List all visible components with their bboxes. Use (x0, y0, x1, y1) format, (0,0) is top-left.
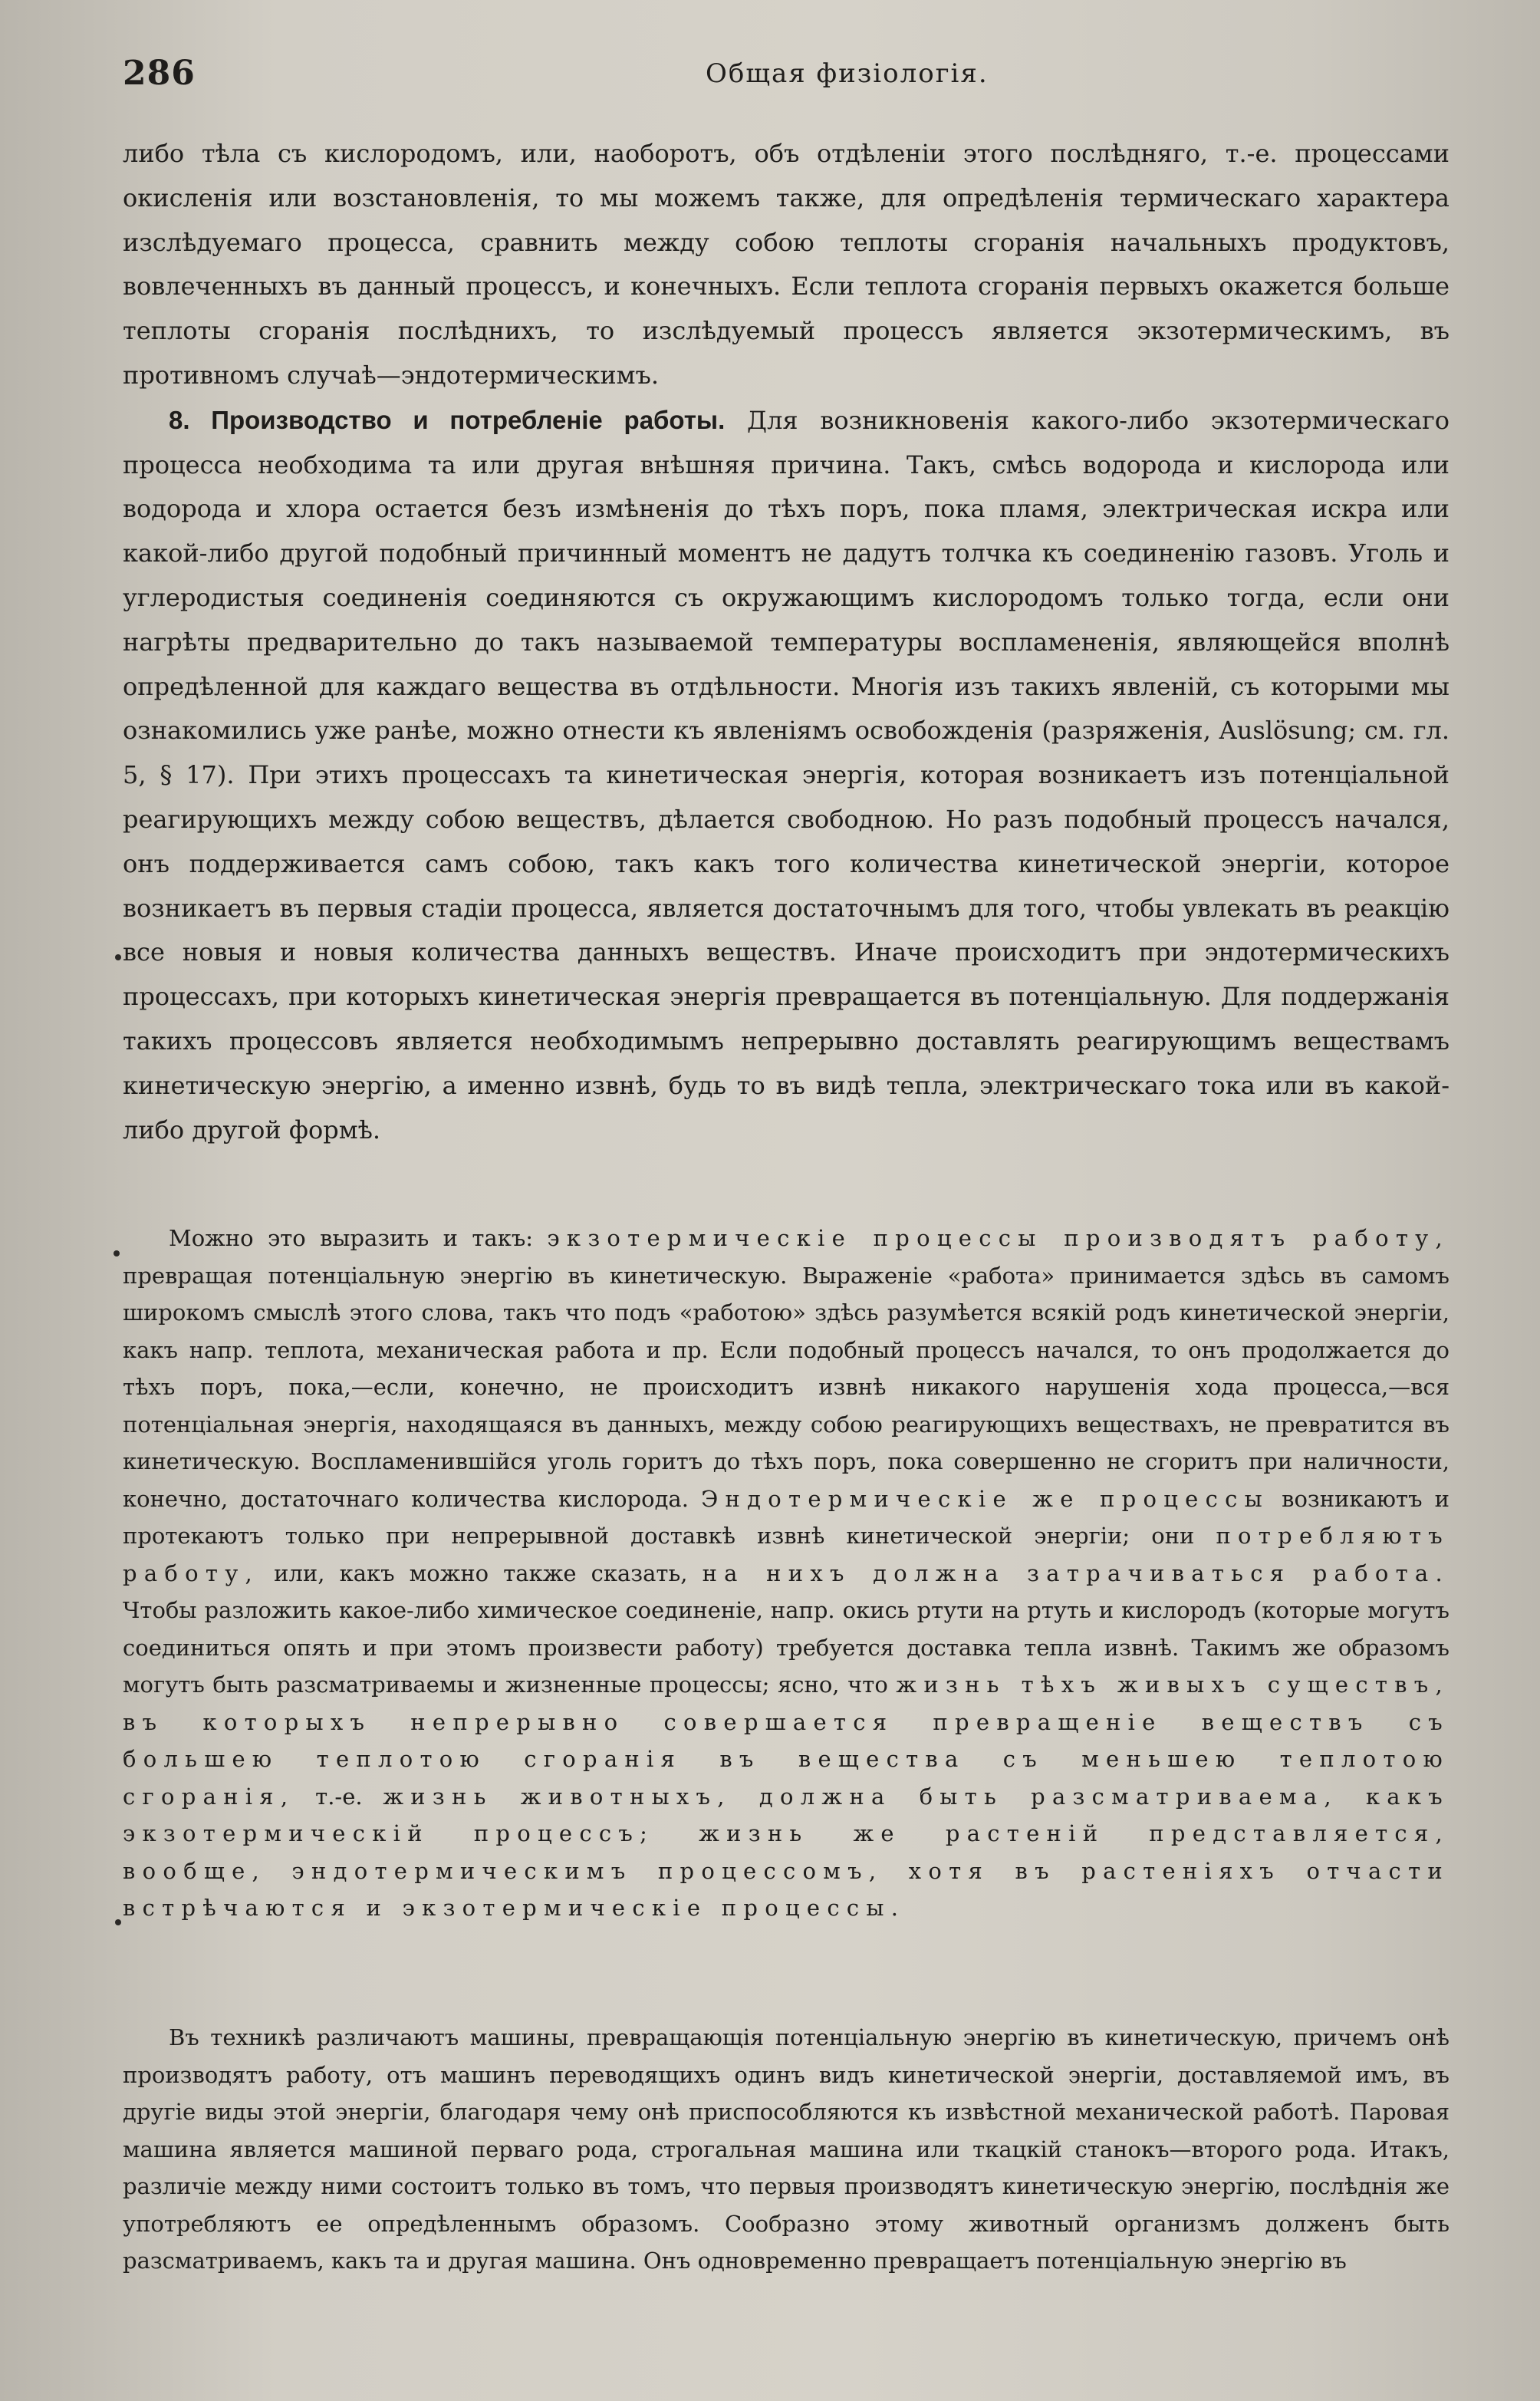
small-text-run: превращая потенцiальную энергiю въ кинетическую. Выраженiе «работа» принимается здѣсь въ самомъ широкомъ смыслѣ этого слова, такъ что подъ «работою» здѣсь разумѣется всякiй родъ кинетической энергiи, какъ напр. теплота, механическая работа и пр. Если подобный процессъ начался, то онъ продолжается до тѣхъ поръ, пока,—если, конечно, не происходитъ извнѣ никакого нарушенiя хода процесса,—вся потенцiальная энергiя, находящаяся въ данныхъ, между собою реагирующихъ веществахъ, не превратится въ кинетическую. Воспламенившiйся уголь горитъ до тѣхъ поръ, пока совершенно не сгоритъ при наличности, конечно, достаточнаго количества кислорода. (123, 1262, 1450, 1512)
margin-dot-mark (114, 1250, 120, 1256)
page-header (123, 54, 1450, 107)
intro-paragraph: либо тѣла съ кислородомъ, или, наоборотъ, объ отдѣленiи этого послѣдняго, т.-е. процессами окисленiя или возстановленiя, то мы можемъ также, для опредѣленiя термическаго характера изслѣдуемаго процесса, сравнить между собою теплоты сгоранiя начальныхъ продуктовъ, вовлеченныхъ въ данный процессъ, и конечныхъ. Если теплота сгоранiя первыхъ окажется больше теплоты сгоранiя послѣднихъ, то изслѣдуемый процессъ является экзотермическимъ, въ противномъ случаѣ—эндотермическимъ. (123, 139, 1450, 390)
small-text-run: возникаютъ и протекаютъ только при непрерывной доставкѣ извнѣ кинетической энергiи; они (123, 1485, 1450, 1549)
small-print-paragraph (123, 1220, 1450, 2017)
emphasis-run: на нихъ должна затрачиваться работа. (702, 1559, 1450, 1586)
small-paragraph (123, 1220, 1450, 1927)
small-text-run: Чтобы разложить какое-либо химическое соединенiе, напр. окись ртути на ртуть и кислородъ (которые могутъ соединиться опять и при этомъ произвести работу) требуется доставка тепла извнѣ. Такимъ же образомъ могутъ быть разсматриваемы и жизненные процессы; ясно, что (123, 1597, 1450, 1698)
closing-paragraph-block (123, 2019, 1450, 2380)
running-title: Общая физiологiя. (706, 58, 989, 89)
page-number: 286 (123, 54, 196, 93)
emphasis-run: жизнь животныхъ, должна быть разсматриваема, какъ экзотермическiй процессъ; жизнь же растенiй представляется, вообще, эндотермическимъ процессомъ, хотя въ растенiяхъ отчасти встрѣчаются и экзотермическiе процессы. (123, 1783, 1450, 1921)
emphasis-run: экзотермическiе процессы производятъ работу, (547, 1225, 1450, 1251)
emphasis-run: жизнь тѣхъ живыхъ существъ, въ которыхъ непрерывно совершается превращенiе веществъ съ большею теплотою сгоранiя въ вещества съ меньшею теплотою сгоранiя, (123, 1671, 1450, 1810)
small-text-run: Можно это выразить и такъ: (169, 1225, 548, 1251)
margin-dot-mark (115, 954, 121, 960)
emphasis-run: Эндотермическiе же процессы (701, 1485, 1270, 1512)
closing-paragraph: Въ техникѣ различаютъ машины, превращающiя потенцiальную энергiю въ кинетическую, причемъ онѣ производятъ работу, отъ машинъ переводящихъ одинъ видъ кинетической энергiи, доставляемой имъ, въ другiе виды этой энергiи, благодаря чему онѣ приспособляются къ извѣстной механической работѣ. Паровая машина является машиной перваго рода, строгальная машина или ткацкiй станокъ—второго рода. Итакъ, различiе между ними состоитъ только въ томъ, что первыя производятъ кинетическую энергiю, послѣднiя же употребляютъ ее опредѣленнымъ образомъ. Сообразно этому животный организмъ долженъ быть разсматриваемъ, какъ та и другая машина. Онъ одновременно превращаетъ потенцiальную энергiю въ (123, 2024, 1450, 2274)
emphasis-run: потребляютъ работу, (123, 1523, 1450, 1586)
main-text (123, 132, 1450, 1152)
section-body: Для возникновенiя какого-либо экзотермическаго процесса необходима та или другая внѣшняя причина. Такъ, смѣсь водорода и кислорода или водорода и хлора остается безъ измѣненiя до тѣхъ поръ, пока пламя, электрическая искра или какой-либо другой подобный причинный моментъ не дадутъ толчка къ соединенiю газовъ. Уголь и углеродистыя соединенiя соединяются съ окружающимъ кислородомъ только тогда, если они нагрѣты предварительно до такъ называемой температуры воспламененiя, являющейся вполнѣ опредѣленной для каждаго вещества въ отдѣльности. Многiя изъ такихъ явленiй, съ которыми мы ознакомились уже ранѣе, можно отнести къ явленiямъ освобожденiя (разряженiя, Auslösung; см. гл. 5, § 17). При этихъ процессахъ та кинетическая энергiя, которая возникаетъ изъ потенцiальной реагирующихъ между собою веществъ, дѣлается свободною. Но разъ подобный процессъ начался, онъ поддерживается самъ собою, такъ какъ того количества кинетической энергiи, которое возникаетъ въ первыя стадiи процесса, является достаточнымъ для того, чтобы увлекать въ реакцiю все новыя и новыя количества данныхъ веществъ. Иначе происходитъ при эндотермическихъ процессахъ, при которыхъ кинетическая энергiя превращается въ потенцiальную. Для поддержанiя такихъ процессовъ является необходимымъ непрерывно доставлять реагирующимъ веществамъ кинетическую энергiю, а именно извнѣ, будь то въ видѣ тепла, электрическаго тока или въ какой-либо другой формѣ. (123, 405, 1450, 1145)
margin-dot-mark (115, 1919, 121, 1925)
section-heading: 8. Производство и потребленiе работы. (169, 405, 726, 434)
section-8-paragraph (123, 398, 1450, 1153)
small-text-run: т.-е. (295, 1783, 383, 1810)
small-text-run: или, какъ можно также сказать, (259, 1559, 703, 1586)
